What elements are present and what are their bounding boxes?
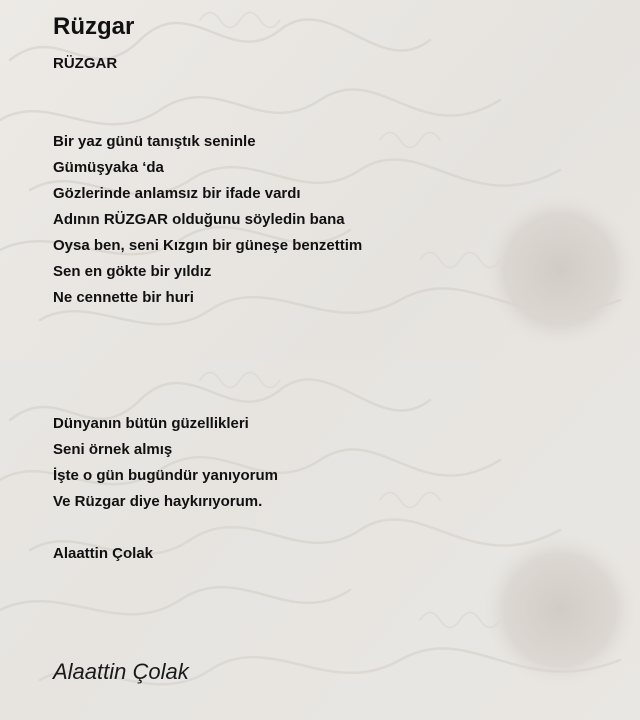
poem-line: Sen en gökte bir yıldız [53,263,212,280]
poem-line: İşte o gün bugündür yanıyorum [53,467,278,484]
poem-line: Seni örnek almış [53,441,173,458]
poem-line: Gözlerinde anlamsız bir ifade vardı [53,185,301,202]
poem-line: Dünyanın bütün güzellikleri [53,415,249,432]
poem-line: Ne cennette bir huri [53,289,194,306]
poem-author: Alaattin Çolak [53,545,154,562]
poem-line: Ve Rüzgar diye haykırıyorum. [53,493,263,510]
poem-stanza [53,129,362,311]
author-signature: Alaattin Çolak [53,659,189,684]
poem-subtitle: RÜZGAR [53,55,118,72]
poem-line: Adının RÜZGAR olduğunu söyledin bana [53,211,345,228]
poem-stanza [53,411,278,515]
poem-title: Rüzgar [53,13,135,40]
poem-line: Oysa ben, seni Kızgın bir güneşe benzettim [53,237,363,254]
poem-line: Bir yaz günü tanıştık seninle [53,133,256,150]
poem-line: Gümüşyaka ‘da [53,159,164,176]
ink-blot-decoration [480,190,640,350]
ink-blot-decoration [480,530,640,690]
